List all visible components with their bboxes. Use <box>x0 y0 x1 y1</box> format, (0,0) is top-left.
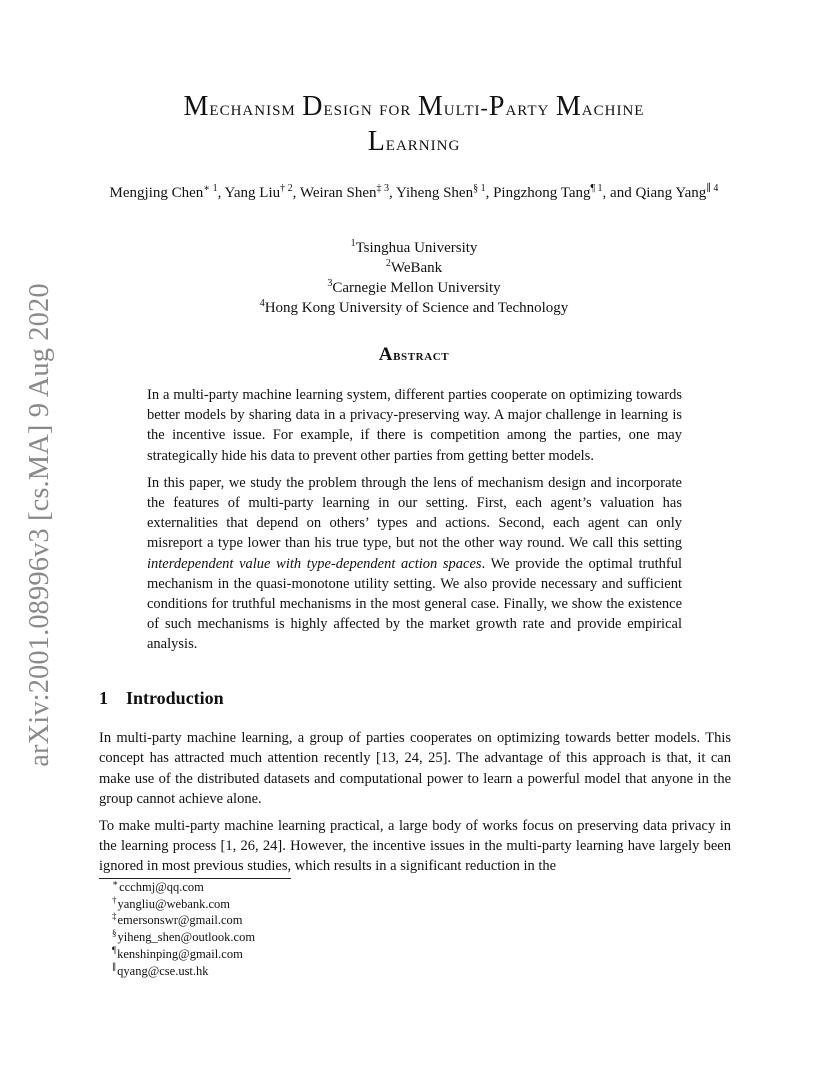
title-word-cap: D <box>302 91 324 122</box>
title-word-cap: M <box>417 91 444 122</box>
author-name: Weiran Shen <box>299 185 377 201</box>
abstract-body <box>147 385 682 662</box>
footnote-mark: § <box>112 928 117 939</box>
affiliation-mark: 3 <box>327 278 333 289</box>
title-word-cap: M <box>555 91 582 122</box>
section-number: 1 <box>99 688 108 708</box>
author-marks: ∗ 1 <box>203 183 218 194</box>
author-name: Yiheng Shen <box>396 185 474 201</box>
author <box>300 185 396 201</box>
title-word-rest: esign for <box>323 95 418 120</box>
footnote-email[interactable]: qyang@cse.ust.hk <box>117 963 209 978</box>
abstract-text: In this paper, we study the problem through the lens of mechanism design and incorporate the features of multi-party learning in our setting. First, each agent’s valuation has externalities that depend on others’ types and actions. Second, each agent can only misreport a type lower than his true type, but not the other way round. We call this setting <box>147 474 682 552</box>
title-word-rest: achine <box>581 95 645 120</box>
footnote-email[interactable]: ccchmj@qq.com <box>119 880 204 894</box>
affiliation <box>100 298 728 318</box>
body-paragraph-2: To make multi-party machine learning practical, a large body of works focus on preserving data privacy in the learning process [1, 26, 24]. However, the incentive issues in the multi-party learning have largely been ignored in most previous studies, which results in a significant reduction in the <box>99 817 731 875</box>
title-word-rest: earning <box>385 130 461 155</box>
author-marks: ‡ 3 <box>376 183 390 194</box>
affiliation-name: Tsinghua University <box>355 240 478 256</box>
abstract-text: . We provide the optimal truthful mechanism in the quasi-monotone utility setting. We also provide necessary and sufficient conditions for truthful mechanisms in the most general case. Finally, we show the existence of such mechanisms is highly affected by the market growth rate and provide empirical analysis. <box>147 555 682 653</box>
affiliation <box>100 238 728 258</box>
section-title: Introduction <box>126 688 224 708</box>
title-line-2 <box>90 125 738 160</box>
abstract-paragraph-2 <box>147 473 682 655</box>
abstract-heading-rest: bstract <box>393 347 450 364</box>
author-separator: , and <box>602 185 636 201</box>
abstract-heading-cap: A <box>378 344 394 365</box>
footnote-email[interactable]: yangliu@webank.com <box>117 896 231 911</box>
title-word-cap: P <box>488 91 506 122</box>
author-separator: , <box>389 185 396 201</box>
author-name: Mengjing Chen <box>109 185 204 201</box>
author-name: Qiang Yang <box>635 185 707 201</box>
body-paragraph-1: In multi-party machine learning, a group of parties cooperates on optimizing towards better models. This concept has attracted much attention recently [13, 24, 25]. The advantage of this approach is that, it can make use of the distributed datasets and computational power to learn a powerful model that anyone in the group cannot achieve alone. <box>99 730 731 808</box>
footnote-mark: ∥ <box>112 961 117 972</box>
affiliation <box>100 258 728 278</box>
affiliation-mark: 4 <box>259 298 265 309</box>
footnote-email[interactable]: yiheng_shen@outlook.com <box>117 930 256 945</box>
author <box>110 185 225 201</box>
author <box>396 185 493 201</box>
footnote <box>112 879 255 896</box>
footnote <box>112 912 255 929</box>
author-marks: † 2 <box>280 183 293 194</box>
footnote-mark: ∗ <box>112 878 119 888</box>
author-marks: ¶ 1 <box>590 183 603 194</box>
footnote-mark: ‡ <box>112 911 117 922</box>
author-marks: ∥ 4 <box>706 183 719 194</box>
footnote <box>112 896 255 913</box>
title-word-rest: arty <box>505 95 556 120</box>
footnote-mark: † <box>112 894 117 905</box>
affiliation <box>100 278 728 298</box>
section-heading <box>99 688 224 709</box>
author-separator: , <box>485 185 494 201</box>
footnote <box>112 963 255 980</box>
title-word-cap: L <box>367 126 386 157</box>
author-name: Yang Liu <box>224 185 281 201</box>
paper-title <box>90 90 738 160</box>
abstract-paragraph-1: In a multi-party machine learning system, different parties cooperate on optimizing towards better models by sharing data in a privacy-preserving way. A major challenge in learning is the incentive issue. For example, if there is competition among the parties, one may strategically hide his data to prevent other parties from getting better models. <box>147 387 682 464</box>
abstract-heading <box>100 344 728 366</box>
title-word-rest: echanism <box>209 95 303 120</box>
footnote-email[interactable]: kenshinping@gmail.com <box>117 946 243 961</box>
footnote-mark: ¶ <box>112 944 117 955</box>
affiliation-mark: 2 <box>385 258 391 269</box>
section-body <box>99 728 731 883</box>
affiliation-name: WeBank <box>390 260 443 276</box>
title-word-rest: ulti- <box>443 95 489 120</box>
abstract-emphasis: interdependent value with type-dependent action spaces <box>147 555 482 572</box>
footnote-list <box>112 879 255 979</box>
footnote <box>112 929 255 946</box>
title-line-1 <box>90 90 738 125</box>
arxiv-identifier[interactable]: arXiv:2001.08996v3 [cs.MA] 9 Aug 2020 <box>24 283 55 767</box>
affiliation-name: Hong Kong University of Science and Technology <box>264 300 569 316</box>
title-word-cap: M <box>183 91 210 122</box>
footnote-email[interactable]: emersonswr@gmail.com <box>117 913 243 928</box>
author-name: Pingzhong Tang <box>493 185 591 201</box>
author-list <box>100 183 728 204</box>
arxiv-stamp-column <box>18 282 62 768</box>
author-marks: § 1 <box>473 183 486 194</box>
footnote <box>112 946 255 963</box>
affiliation-list <box>100 238 728 318</box>
author <box>635 185 718 201</box>
affiliation-name: Carnegie Mellon University <box>332 280 501 296</box>
affiliation-mark: 1 <box>350 238 356 249</box>
author-separator: , <box>217 185 225 201</box>
author <box>493 185 635 201</box>
author <box>225 185 300 201</box>
author-separator: , <box>292 185 300 201</box>
